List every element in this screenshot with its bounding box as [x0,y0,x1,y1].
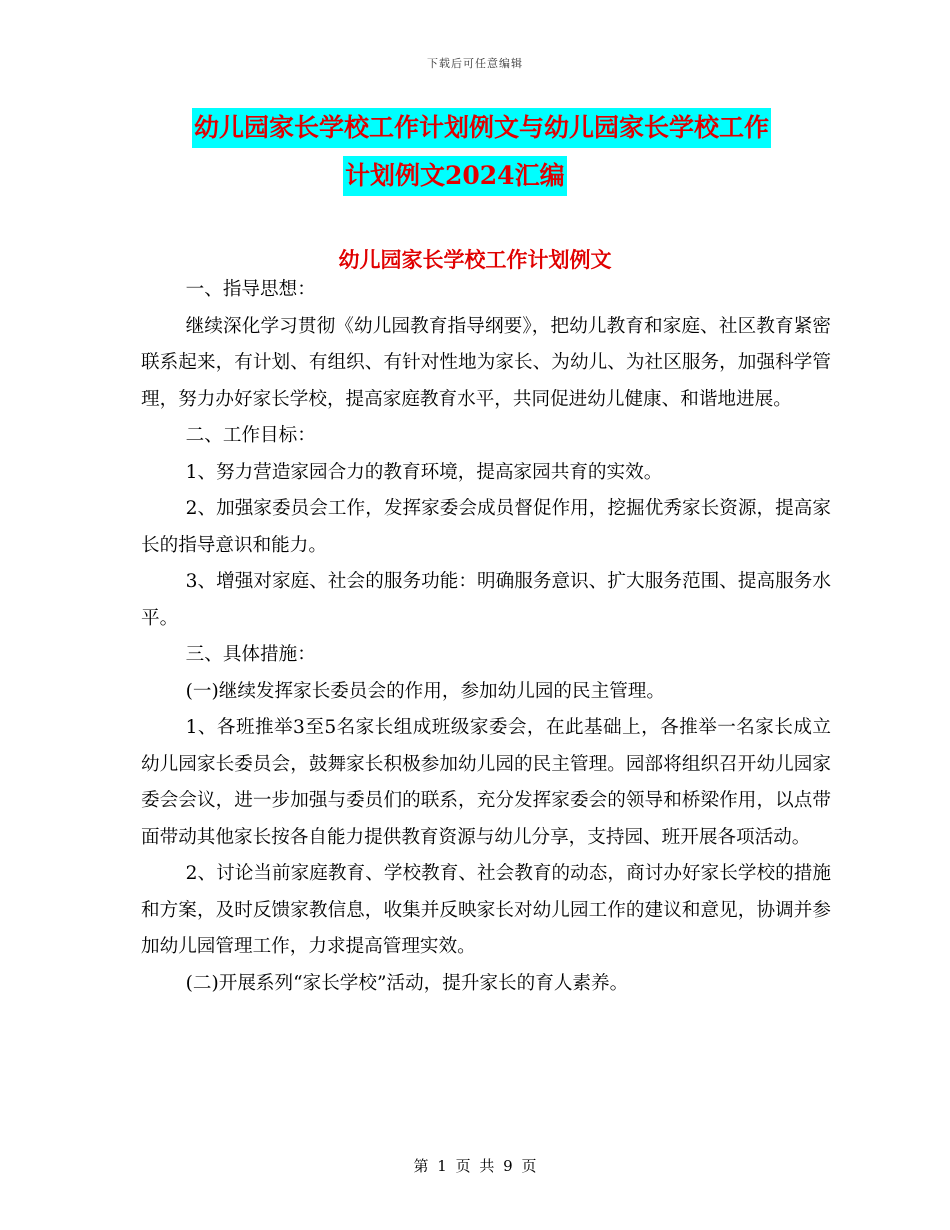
title-line-1: 幼儿园家长学校工作计划例文与幼儿园家长学校工作 [192,108,771,148]
paragraph: 三、具体措施： [185,644,316,665]
paragraph: 一、指导思想： [185,279,316,300]
title-line-2: 计划例文2024汇编 [343,156,567,196]
section-title: 幼儿园家长学校工作计划例文 [338,247,612,272]
header-note: 下载后可任意编辑 [427,57,523,70]
paragraph: 1、努力营造家园合力的教育环境，提高家园共育的实效。 [185,461,663,483]
paragraph: (二)开展系列“家长学校”活动，提升家长的育人素养。 [185,972,629,994]
paragraph: (一)继续发挥家长委员会的作用，参加幼儿园的民主管理。 [185,680,665,702]
paragraph: 1、各班推举3至5名家长组成班级家委会，在此基础上，各推举一名家长成立幼儿园家长委员会，鼓舞家长积极参加幼儿园的民主管理。园部将组织召开幼儿园家委会会议，进一步加强与委员们的联系，充分发挥家委会的领导和桥梁作用，以点带面带动其他家长按各自能力提供教育资源与幼儿分享，支持园、班开展各项活动。 [141,717,831,848]
paragraph: 继续深化学习贯彻《幼儿园教育指导纲要》，把幼儿教育和家庭、社区教育紧密联系起来，有计划、有组织、有针对性地为家长、为幼儿、为社区服务，加强科学管理，努力办好家长学校，提高家庭教育水平，共同促进幼儿健康、和谐地进展。 [141,315,831,410]
paragraph: 2、加强家委员会工作，发挥家委会成员督促作用，挖掘优秀家长资源，提高家长的指导意识和能力。 [141,498,831,556]
paragraph: 2、讨论当前家庭教育、学校教育、社会教育的动态，商讨办好家长学校的措施和方案，及时反馈家教信息，收集并反映家长对幼儿园工作的建议和意见，协调并参加幼儿园管理工作，力求提高管理实效。 [141,863,831,957]
body-text [141,272,831,1002]
page-number: 第 1 页 共 9 页 [413,1157,537,1175]
paragraph: 3、增强对家庭、社会的服务功能：明确服务意识、扩大服务范围、提高服务水平。 [141,571,831,629]
paragraph: 二、工作目标： [185,425,316,446]
